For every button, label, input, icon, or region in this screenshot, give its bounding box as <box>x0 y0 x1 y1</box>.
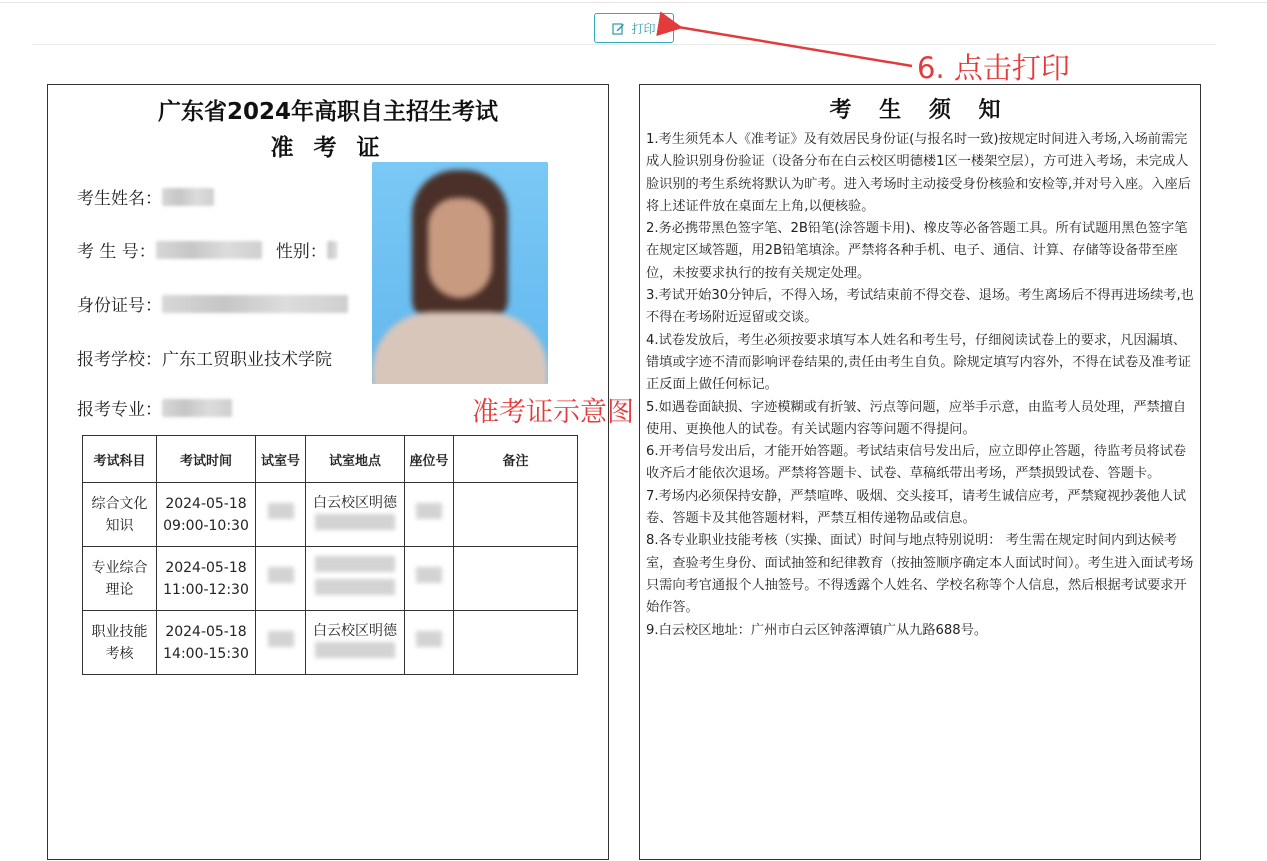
label-school: 报考学校： <box>77 350 162 370</box>
candidate-notice <box>639 84 1201 860</box>
col-location: 试室地点 <box>306 436 405 483</box>
gender-value-redacted <box>327 241 337 259</box>
notice-item-3: 3.考试开始30分钟后，不得入场，考试结束前不得交卷、退场。考生离场后不得再进场续考,也不得在考场附近逗留或交谈。 <box>646 288 1194 326</box>
cell-location <box>306 547 405 611</box>
field-school <box>77 345 332 370</box>
col-seat: 座位号 <box>405 436 454 483</box>
notice-item-4: 4.试卷发放后，考生必须按要求填写本人姓名和考生号，仔细阅读试卷上的要求，凡因漏填、错填或字迹不清而影响评卷结果的,责任由考生自负。除规定填写内容外，不得在试卷及准考证正反面上做任何标记。 <box>646 332 1191 393</box>
cell-room <box>256 547 306 611</box>
cell-location: 白云校区明德 <box>306 611 405 675</box>
edit-icon <box>612 22 625 35</box>
col-remark: 备注 <box>454 436 578 483</box>
label-gender: 性别： <box>275 242 327 262</box>
field-id-no <box>77 291 348 316</box>
col-time: 考试时间 <box>157 436 256 483</box>
notice-item-5: 5.如遇卷面缺损、字迹模糊或有折皱、污点等问题，应举手示意，由监考人员处理，严禁擅自使用、更换他人的试卷。有关试题内容等问题不得提问。 <box>646 399 1187 437</box>
notice-item-7: 7.考场内必须保持安静，严禁喧哗、吸烟、交头接耳，请考生诚信应考，严禁窥视抄袭他人试卷、答题卡及其他答题材料，严禁互相传递物品或信息。 <box>646 488 1187 527</box>
print-button-label: 打印 <box>631 21 656 36</box>
cell-location: 白云校区明德 <box>306 483 405 547</box>
table-row <box>83 483 578 547</box>
candidate-photo <box>372 162 548 384</box>
cell-subject: 综合文化知识 <box>83 483 157 547</box>
annotation-sample-label: 准考证示意图 <box>472 397 634 428</box>
cell-seat <box>405 483 454 547</box>
notice-item-2: 2.务必携带黑色签字笔、2B铅笔(涂答题卡用)、橡皮等必备答题工具。所有试题用黑色签字笔在规定区域答题，用2B铅笔填涂。严禁将各种手机、电子、通信、计算、存储等设备带至座位，未按要求执行的按有关规定处理。 <box>646 221 1188 281</box>
notice-item-1: 1.考生须凭本人《准考证》及有效居民身份证(与报名时一致)按规定时间进入考场,入场前需完成人脸识别身份验证（设备分布在白云校区明德楼1区一楼架空层），方可进入考场，未完成人脸识别的考生系统将默认为旷考。进入考场时主动接受身份核验和安检等,并对号入座。入座后将上述证件放在桌面左上角,以便核验。 <box>646 132 1191 214</box>
cell-time: 2024-05-18 14:00-15:30 <box>157 611 256 675</box>
cell-subject: 职业技能考核 <box>83 611 157 675</box>
annotation-arrow <box>672 20 932 70</box>
table-row <box>83 547 578 611</box>
notice-item-9: 9.白云校区地址：广州市白云区钟落潭镇广从九路688号。 <box>646 622 988 638</box>
cell-time: 2024-05-18 11:00-12:30 <box>157 547 256 611</box>
top-divider <box>0 2 1267 3</box>
cell-seat <box>405 611 454 675</box>
major-value-redacted <box>162 399 232 417</box>
label-major: 报考专业： <box>77 400 162 420</box>
school-value: 广东工贸职业技术学院 <box>162 350 332 370</box>
field-name <box>77 184 214 209</box>
field-major <box>77 395 232 420</box>
cell-seat <box>405 547 454 611</box>
exam-schedule-table <box>82 435 578 675</box>
notice-item-8: 8.各专业职业技能考核（实操、面试）时间与地点特别说明： 考生需在规定时间内到达候考室，查验考生身份、面试抽签和纪律教育（按抽签顺序确定本人面试时间）。考生进入面试考场只需向考官通报个人抽签号。不得透露个人姓名、学校名称等个人信息，然后根据考试要求开始作答。 <box>646 533 1194 616</box>
name-value-redacted <box>162 188 214 206</box>
label-exam-no: 考 生 号： <box>77 242 156 262</box>
cell-room <box>256 483 306 547</box>
table-row <box>83 611 578 675</box>
ticket-subtitle: 准 考 证 <box>270 135 386 161</box>
notice-body <box>646 129 1194 642</box>
cell-room <box>256 611 306 675</box>
id-no-value-redacted <box>162 295 348 313</box>
col-room: 试室号 <box>256 436 306 483</box>
label-id-no: 身份证号： <box>77 296 162 316</box>
annotation-step-label: 6. 点击打印 <box>917 51 1070 85</box>
label-name: 考生姓名： <box>77 189 162 209</box>
exam-no-value-redacted <box>156 241 262 259</box>
cell-time: 2024-05-18 09:00-10:30 <box>157 483 256 547</box>
cell-remark <box>454 483 578 547</box>
cell-subject: 专业综合理论 <box>83 547 157 611</box>
cell-remark <box>454 547 578 611</box>
ticket-title: 广东省2024年高职自主招生考试 <box>157 99 498 125</box>
table-header-row <box>83 436 578 483</box>
toolbar-divider <box>32 44 1216 45</box>
col-subject: 考试科目 <box>83 436 157 483</box>
field-exam-no <box>77 237 337 262</box>
admission-ticket <box>47 84 609 860</box>
notice-title: 考 生 须 知 <box>829 98 1011 123</box>
print-button[interactable] <box>594 13 674 43</box>
notice-item-6: 6.开考信号发出后，才能开始答题。考试结束信号发出后，应立即停止答题，待监考员将试卷收齐后才能依次退场。严禁将答题卡、试卷、草稿纸带出考场，严禁损毁试卷、答题卡。 <box>646 444 1187 482</box>
cell-remark <box>454 611 578 675</box>
